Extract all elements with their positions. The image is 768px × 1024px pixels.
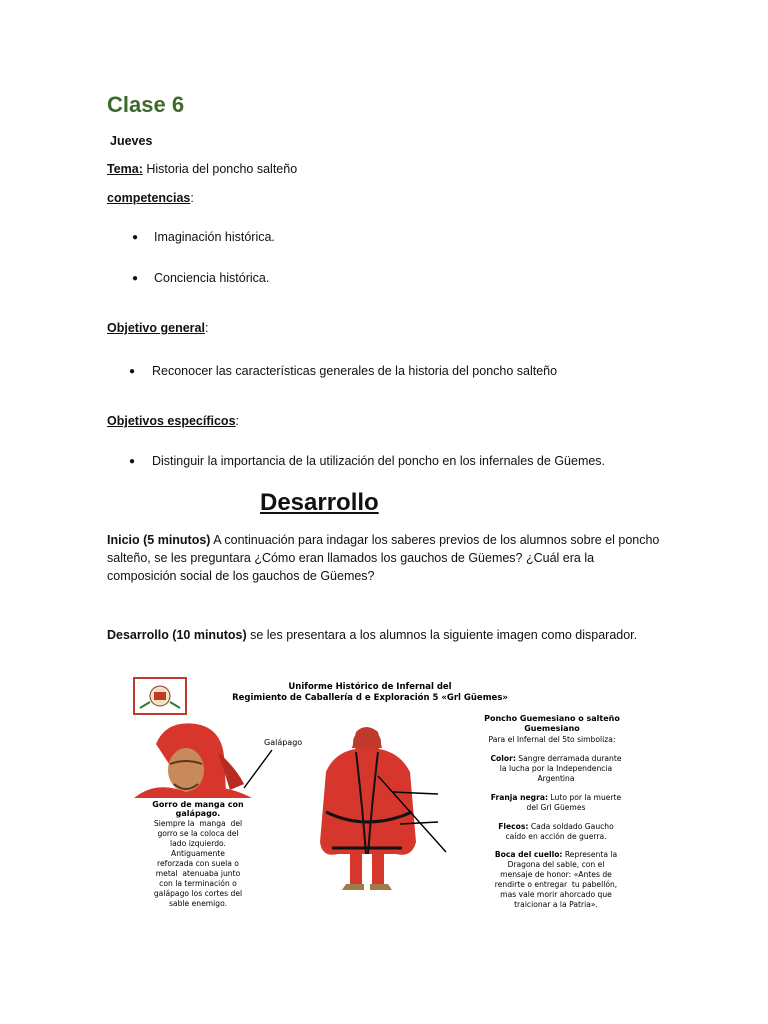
gorro-text-line: Siempre la manga del [153, 819, 243, 828]
gorro-text-line: sable enemigo. [168, 899, 228, 908]
galapago-label: Galápago [264, 738, 303, 747]
gaucho-head-illustration [134, 723, 252, 798]
inicio-line-3: composición social de los gauchos de Güemes? [107, 569, 375, 583]
figure-title-1: Uniforme Histórico de Infernal del [288, 682, 452, 692]
boca-label: Boca del cuello: [494, 850, 563, 859]
page-title: Clase 6 [107, 92, 185, 117]
color-label: Color: [490, 754, 516, 763]
figure-title-2: Regimiento de Caballería d e Exploración 5 «Grl Güemes» [232, 693, 508, 703]
desarrollo-paso-text: se les presentara a los alumnos la siguiente imagen como disparador. [246, 628, 638, 642]
boca-line-3: mensaje de honor: «Antes de [500, 870, 612, 879]
flecos-text: Cada soldado Gaucho [528, 822, 614, 831]
tema-value: Historia del poncho salteño [142, 162, 298, 176]
tema-label: Tema: [107, 162, 143, 176]
bullet-dot: ● [132, 273, 139, 284]
desarrollo-heading: Desarrollo [260, 489, 379, 516]
tema-line [107, 162, 297, 176]
poncho-figure-illustration [320, 727, 416, 890]
gorro-description [154, 819, 242, 908]
gorro-title-2: galápago. [175, 809, 221, 818]
poncho-description [484, 714, 622, 909]
inicio-paragraph [107, 531, 667, 585]
objetivo-general-colon: : [204, 321, 209, 335]
regiment-emblem [134, 678, 186, 714]
poncho-title-2: Guemesiano [524, 724, 580, 733]
boca-line-2: Dragona del sable, con el [507, 860, 605, 869]
objetivos-especificos-colon: : [235, 414, 240, 428]
galapago-arrow [244, 750, 272, 788]
desarrollo-paragraph [107, 626, 667, 644]
uniform-illustration [126, 672, 638, 912]
franja-text: Luto por la muerte [548, 793, 622, 802]
poncho-subtitle: Para el Infernal del 5to simboliza: [488, 735, 616, 744]
color-line-3: Argentina [537, 774, 575, 783]
boca-line-1 [495, 850, 617, 859]
gorro-text-line: lado izquierdo. [170, 839, 226, 848]
gorro-title-1: Gorro de manga con [152, 800, 244, 809]
competencias-colon: : [190, 191, 194, 205]
bullet-dot: ● [129, 456, 136, 467]
franja-line-1 [491, 793, 622, 802]
gorro-text-line: galápago los cortes del [153, 889, 243, 898]
flecos-label: Flecos: [498, 822, 529, 831]
inicio-label: Inicio (5 minutos) [107, 533, 211, 547]
objetivo-especifico-item: Distinguir la importancia de la utilización del poncho en los infernales de Güemes. [152, 454, 606, 468]
objetivo-general-item: Reconocer las características generales de la historia del poncho salteño [152, 364, 558, 378]
franja-label: Franja negra: [490, 793, 549, 802]
competencias-heading [107, 191, 194, 205]
inicio-line-1: A continuación para indagar los saberes previos de los alumnos sobre el poncho [210, 533, 660, 547]
flecos-line-1 [498, 822, 614, 831]
bullet-dot: ● [132, 232, 139, 243]
competencia-item: Conciencia histórica. [154, 271, 270, 285]
day-label: Jueves [110, 134, 153, 148]
color-line-1 [490, 754, 621, 763]
objetivos-especificos-heading [107, 414, 239, 428]
color-line-2: la lucha por la Independencia [499, 764, 613, 773]
boca-text: Representa la [562, 850, 618, 859]
competencias-label: competencias [107, 191, 191, 205]
gorro-text-line: gorro se la coloca del [157, 829, 239, 838]
flecos-line-2: caído en acción de guerra. [505, 832, 607, 841]
objetivo-general-label: Objetivo general [107, 321, 205, 335]
boca-line-6: traicionar a la Patria». [514, 900, 598, 909]
gorro-text-line: metal atenuaba junto [155, 869, 241, 878]
color-text: Sangre derramada durante [515, 754, 622, 763]
competencia-item: Imaginación histórica. [154, 230, 275, 244]
poncho-title-1: Poncho Guemesiano o salteño [484, 714, 620, 723]
desarrollo-paso-label: Desarrollo (10 minutos) [107, 628, 247, 642]
inicio-line-2: salteño, se les preguntara ¿Cómo eran llamados los gauchos de Güemes? ¿Cuál era la [107, 551, 595, 565]
uniform-figure [126, 672, 638, 912]
boca-line-5: mas vale morir ahorcado que [500, 890, 612, 899]
franja-line-2: del Grl Güemes [526, 803, 586, 812]
gorro-text-line: reforzada con suela o [157, 859, 239, 868]
gorro-text-line: con la terminación o [159, 879, 237, 888]
gorro-text-line: Antiguamente [171, 849, 225, 858]
boca-line-4: rendirte o entregar tu pabellón, [494, 880, 618, 889]
objetivo-general-heading [107, 321, 208, 335]
bullet-dot: ● [129, 366, 136, 377]
objetivos-especificos-label: Objetivos específicos [107, 414, 236, 428]
